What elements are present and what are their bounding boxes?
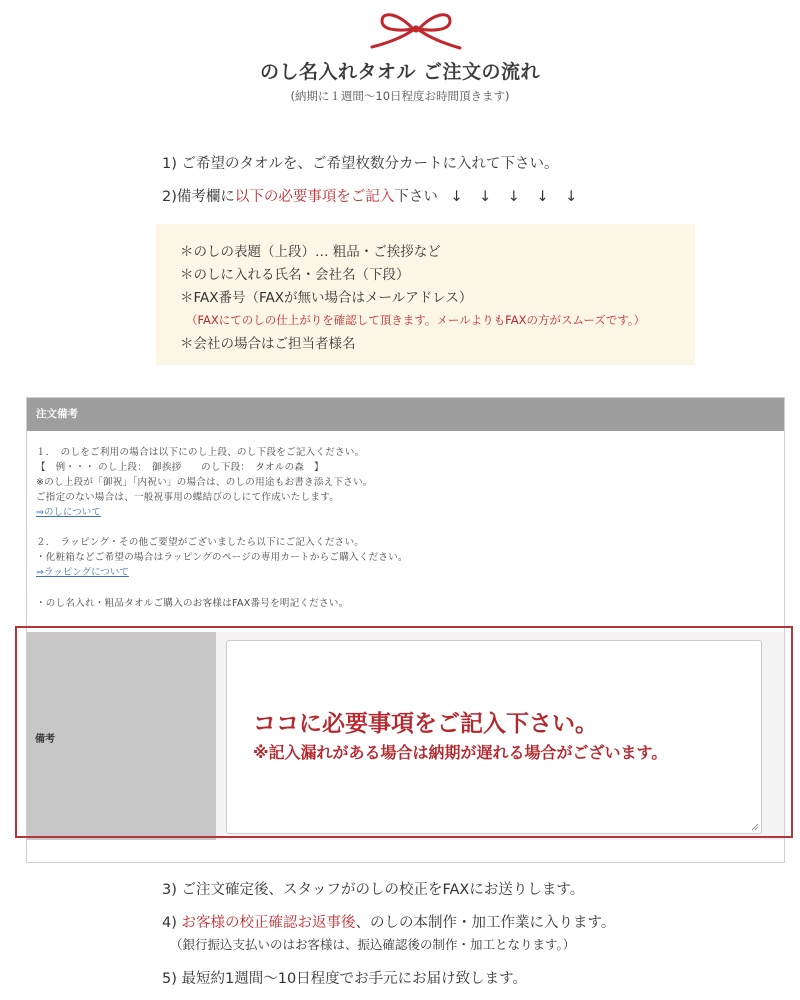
fax-instruction: ・のし名入れ・粗品タオルご購入のお客様はFAX番号を明記ください。 <box>36 598 349 609</box>
down-arrows-icon: ↓ ↓ ↓ ↓ ↓ <box>450 189 579 205</box>
noshi-info-link[interactable]: ⇒のしについて <box>36 507 101 518</box>
step-4-suffix: 、のしの本制作・加工作業に入ります。 <box>355 915 616 931</box>
step-4-note: （銀行振込支払いのはお客様は、振込確認後の制作・加工となります。） <box>170 937 576 952</box>
instruction-line: １． のしをご利用の場合は以下にのし上段、のし下段をご記入ください。 <box>36 447 365 458</box>
step-2-prefix: 2)備考欄に <box>162 189 235 205</box>
order-remarks-header: 注文備考 <box>27 398 784 431</box>
step-2-emphasis: 以下の必要事項をご記入 <box>234 189 395 205</box>
page-subtitle: (納期に１週間〜10日程度お時間頂きます) <box>290 89 510 103</box>
instruction-line: ２． ラッピング・その他ご要望がございましたら以下にご記入ください。 <box>36 537 365 548</box>
requirement-fax-note: （FAXにてのしの仕上がりを確認して頂きます。メールよりもFAXの方がスムーズです。） <box>186 313 646 327</box>
step-1: 1) ご希望のタオルを、ご希望枚数分カートに入れて下さい。 <box>162 156 559 172</box>
step-4-emphasis: お客様の校正確認お返事後 <box>181 915 356 931</box>
requirement-title: ＊のしの表題（上段）… 粗品・ご挨拶など <box>180 244 441 260</box>
fill-here-callout: ココに必要事項をご記入下さい。 <box>253 711 598 737</box>
page-title: のし名入れタオル ご注文の流れ <box>259 61 541 83</box>
requirements-box <box>156 224 695 365</box>
instruction-line: 【 例・・・ のし上段： 御挨拶 のし下段： タオルの森 】 <box>36 462 324 473</box>
requirement-name: ＊のしに入れる氏名・会社名（下段） <box>180 267 410 283</box>
delay-warning-callout: ※記入漏れがある場合は納期が遅れる場合がございます。 <box>253 743 668 762</box>
instruction-line: ご指定のない場合は、一般祝事用の蝶結びのしにて作成いたします。 <box>36 492 340 503</box>
step-3: 3) ご注文確定後、スタッフがのしの校正をFAXにお送りします。 <box>162 882 585 898</box>
requirement-fax: ＊FAX番号（FAXが無い場合はメールアドレス） <box>180 290 473 306</box>
step-4-prefix: 4) <box>162 915 182 931</box>
instruction-line: ※のし上段が「御祝」「内祝い」の場合は、のしの用途もお書き添え下さい。 <box>36 477 373 488</box>
instruction-line: ・化粧箱などご希望の場合はラッピングのページの専用カートからご購入ください。 <box>36 552 408 563</box>
ribbon-bow-icon <box>368 8 464 54</box>
step-2-suffix: 下さい <box>394 189 438 205</box>
wrapping-info-link[interactable]: ⇒ラッピングについて <box>36 567 129 578</box>
step-4 <box>162 911 615 932</box>
requirement-contact: ＊会社の場合はご担当者様名 <box>180 336 356 352</box>
step-5: 5) 最短約1週間〜10日程度でお手元にお届け致します。 <box>162 971 528 987</box>
remarks-label: 備考 <box>35 734 55 745</box>
step-2 <box>162 185 578 206</box>
